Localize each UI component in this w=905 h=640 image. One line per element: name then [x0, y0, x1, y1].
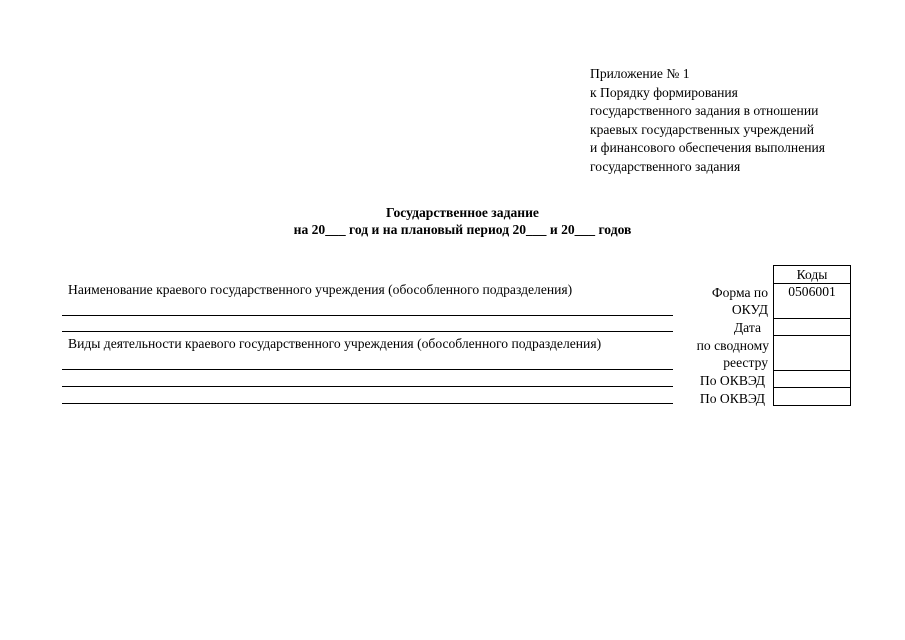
okud-label-line2: ОКУД [731, 302, 768, 317]
activity-types-line-1[interactable] [62, 369, 673, 370]
registry-label-line2: реестру [723, 355, 768, 370]
okved-code-cell-2[interactable] [774, 388, 851, 406]
registry-label-line1: по сводному [696, 338, 769, 353]
activity-types-line-3[interactable] [62, 403, 673, 404]
okved-label-1: По ОКВЭД [699, 373, 765, 388]
registry-code-cell[interactable] [774, 336, 851, 371]
okved-label-2: По ОКВЭД [699, 391, 765, 406]
okud-code-cell[interactable]: 0506001 [774, 284, 851, 319]
activity-types-label: Виды деятельности краевого государственного учреждения (обособленного подразделения) [68, 336, 602, 351]
codes-table [773, 265, 851, 406]
date-label: Дата [733, 320, 761, 335]
institution-name-line-1[interactable] [62, 315, 673, 316]
institution-name-line-2[interactable] [62, 331, 673, 332]
appendix-line: к Порядку формирования [590, 84, 738, 100]
appendix-line: Приложение № 1 [590, 66, 690, 81]
appendix-line: государственного задания [590, 158, 741, 174]
appendix-line: краевых государственных учреждений [590, 121, 814, 137]
appendix-line: государственного задания в отношении [590, 103, 819, 119]
institution-name-label: Наименование краевого государственного учреждения (обособленного подразделения) [68, 282, 573, 297]
appendix-line: и финансового обеспечения выполнения [590, 140, 826, 156]
document-title: Государственное задание [386, 205, 539, 220]
activity-types-line-2[interactable] [62, 386, 673, 387]
document-period: на 20___ год и на плановый период 20___ и 20___ годов [293, 222, 632, 237]
appendix-note [590, 65, 825, 177]
okved-code-cell-1[interactable] [774, 371, 851, 388]
okud-label-line1: Форма по [711, 285, 768, 300]
date-code-cell[interactable] [774, 319, 851, 336]
codes-header: Коды [774, 266, 851, 284]
